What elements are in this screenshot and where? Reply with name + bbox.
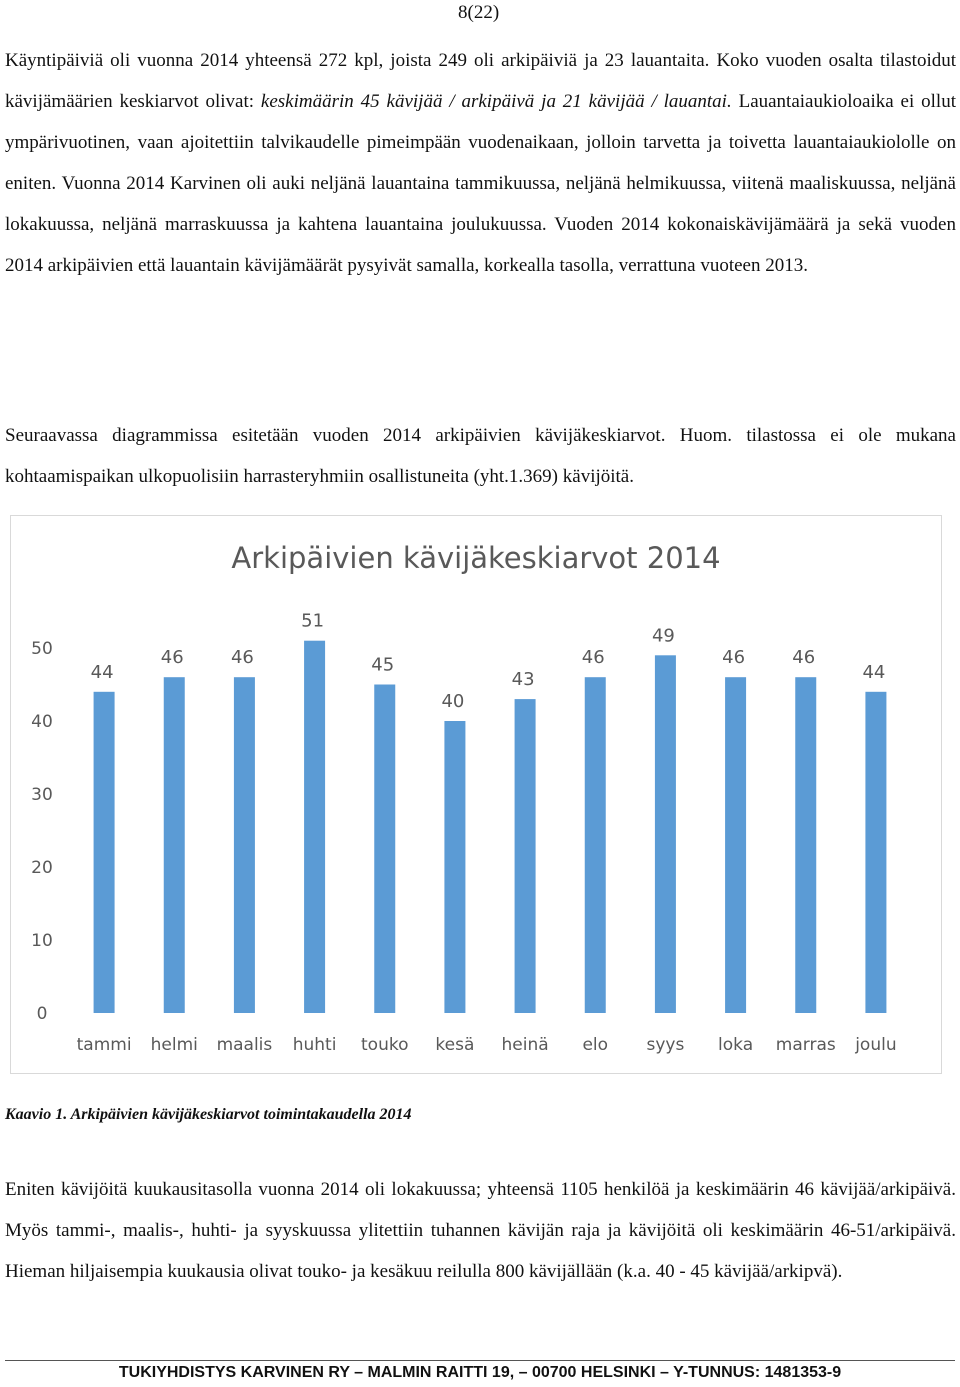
intro-text-2: Lauantaiaukioloaika ei ollut ympärivuotinen, vaan ajoitettiin talvikaudelle pimeimpään vuodenaikaan, jolloin tarvetta ja toivetta lauantaiaukiololle on eniten. Vuonna 2014 Karvinen oli auki neljänä lauantaina tammikuussa, neljänä helmikuussa, viitenä maaliskuussa, neljänä lokakuussa, neljänä marraskuussa ja kahtena lauantaina joulukuussa. Vuoden 2014 kokonaiskävijämäärä ja sekä vuoden 2014 arkipäivien että lauantain kävijämäärät pysyivät samalla, korkealla tasolla, verrattuna vuoteen 2013. bbox=[5, 91, 956, 276]
page-number: 8(22) bbox=[458, 2, 500, 23]
category-label: helmi bbox=[150, 1035, 198, 1055]
category-label: maalis bbox=[216, 1035, 273, 1055]
intro-paragraph bbox=[5, 40, 956, 286]
category-label: heinä bbox=[501, 1035, 549, 1055]
bar-marras bbox=[795, 677, 816, 1013]
category-label: syys bbox=[646, 1035, 685, 1055]
category-label: marras bbox=[775, 1035, 836, 1055]
footer: TUKIYHDISTYS KARVINEN RY – MALMIN RAITTI 19, – 00700 HELSINKI – Y-TUNNUS: 1481353-9 bbox=[118, 1364, 842, 1381]
data-label: 51 bbox=[301, 610, 325, 632]
data-label: 43 bbox=[511, 669, 535, 691]
data-label: 46 bbox=[581, 647, 605, 669]
bar-series bbox=[94, 641, 887, 1013]
bar-touko bbox=[374, 685, 395, 1014]
y-tick-label: 40 bbox=[31, 712, 53, 732]
category-label: huhti bbox=[292, 1035, 337, 1055]
x-axis bbox=[77, 1035, 897, 1055]
y-tick-label: 10 bbox=[31, 931, 53, 951]
y-tick-label: 0 bbox=[36, 1004, 48, 1024]
bar-loka bbox=[725, 677, 746, 1013]
y-tick-label: 20 bbox=[31, 858, 53, 878]
bar-joulu bbox=[865, 692, 886, 1013]
data-label: 44 bbox=[90, 661, 114, 683]
category-label: touko bbox=[361, 1035, 409, 1055]
category-label: joulu bbox=[855, 1035, 897, 1055]
data-labels bbox=[91, 611, 886, 712]
category-label: loka bbox=[718, 1035, 754, 1055]
data-label: 46 bbox=[792, 647, 816, 669]
bar-elo bbox=[585, 677, 606, 1013]
bar-maalis bbox=[234, 677, 255, 1013]
bar-tammi bbox=[94, 692, 115, 1013]
summary-paragraph: Eniten kävijöitä kuukausitasolla vuonna 2014 oli lokakuussa; yhteensä 1105 henkilöä ja keskimäärin 46 kävijää/arkipäivä. Myös tammi-, maalis-, huhti- ja syyskuussa ylitettiin tuhannen kävijän raja ja kävijöitä oli keskimäärin 46-51/arkipäivä. Hieman hiljaisempia kuukausia olivat touko- ja kesäkuu reilulla 800 kävijällään (k.a. 40 - 45 kävijää/arkipvä). bbox=[5, 1179, 956, 1282]
category-label: tammi bbox=[76, 1035, 132, 1055]
chart-caption: Kaavio 1. Arkipäivien kävijäkeskiarvot toimintakaudella 2014 bbox=[5, 1106, 412, 1123]
bar-helmi bbox=[164, 677, 185, 1013]
intro-emphasis: keskimäärin 45 kävijää / arkipäivä ja 21 kävijää / lauantai. bbox=[260, 91, 732, 112]
category-label: kesä bbox=[435, 1035, 475, 1055]
intro-text-1: Käyntipäiviä oli vuonna 2014 yhteensä 272 kpl, joista 249 oli arkipäiviä ja 23 lauantaita. Koko vuoden osalta tilastoidut kävijämäärien keskiarvot olivat: bbox=[5, 50, 956, 112]
y-axis bbox=[31, 639, 53, 1024]
data-label: 40 bbox=[441, 691, 465, 712]
bar-kesä bbox=[444, 721, 465, 1013]
data-label: 46 bbox=[160, 647, 184, 669]
chart-intro-paragraph: Seuraavassa diagrammissa esitetään vuoden 2014 arkipäivien kävijäkeskiarvot. Huom. tilastossa ei ole mukana kohtaamispaikan ulkopuolisiin harrasteryhmiin osallistuneita (yht.1.369) kävijöitä. bbox=[5, 425, 956, 487]
bar-heinä bbox=[515, 699, 536, 1013]
data-label: 44 bbox=[862, 661, 886, 683]
y-tick-label: 30 bbox=[31, 785, 53, 805]
data-label: 46 bbox=[722, 647, 746, 669]
category-label: elo bbox=[582, 1035, 609, 1055]
bar-syys bbox=[655, 655, 676, 1013]
chart-title: Arkipäivien kävijäkeskiarvot 2014 bbox=[231, 541, 721, 575]
data-label: 46 bbox=[230, 647, 254, 669]
bar-huhti bbox=[304, 641, 325, 1013]
data-label: 45 bbox=[371, 654, 395, 676]
bar-chart bbox=[11, 516, 941, 1073]
y-tick-label: 50 bbox=[31, 639, 53, 659]
data-label: 49 bbox=[651, 625, 675, 647]
chart-container bbox=[10, 515, 942, 1074]
